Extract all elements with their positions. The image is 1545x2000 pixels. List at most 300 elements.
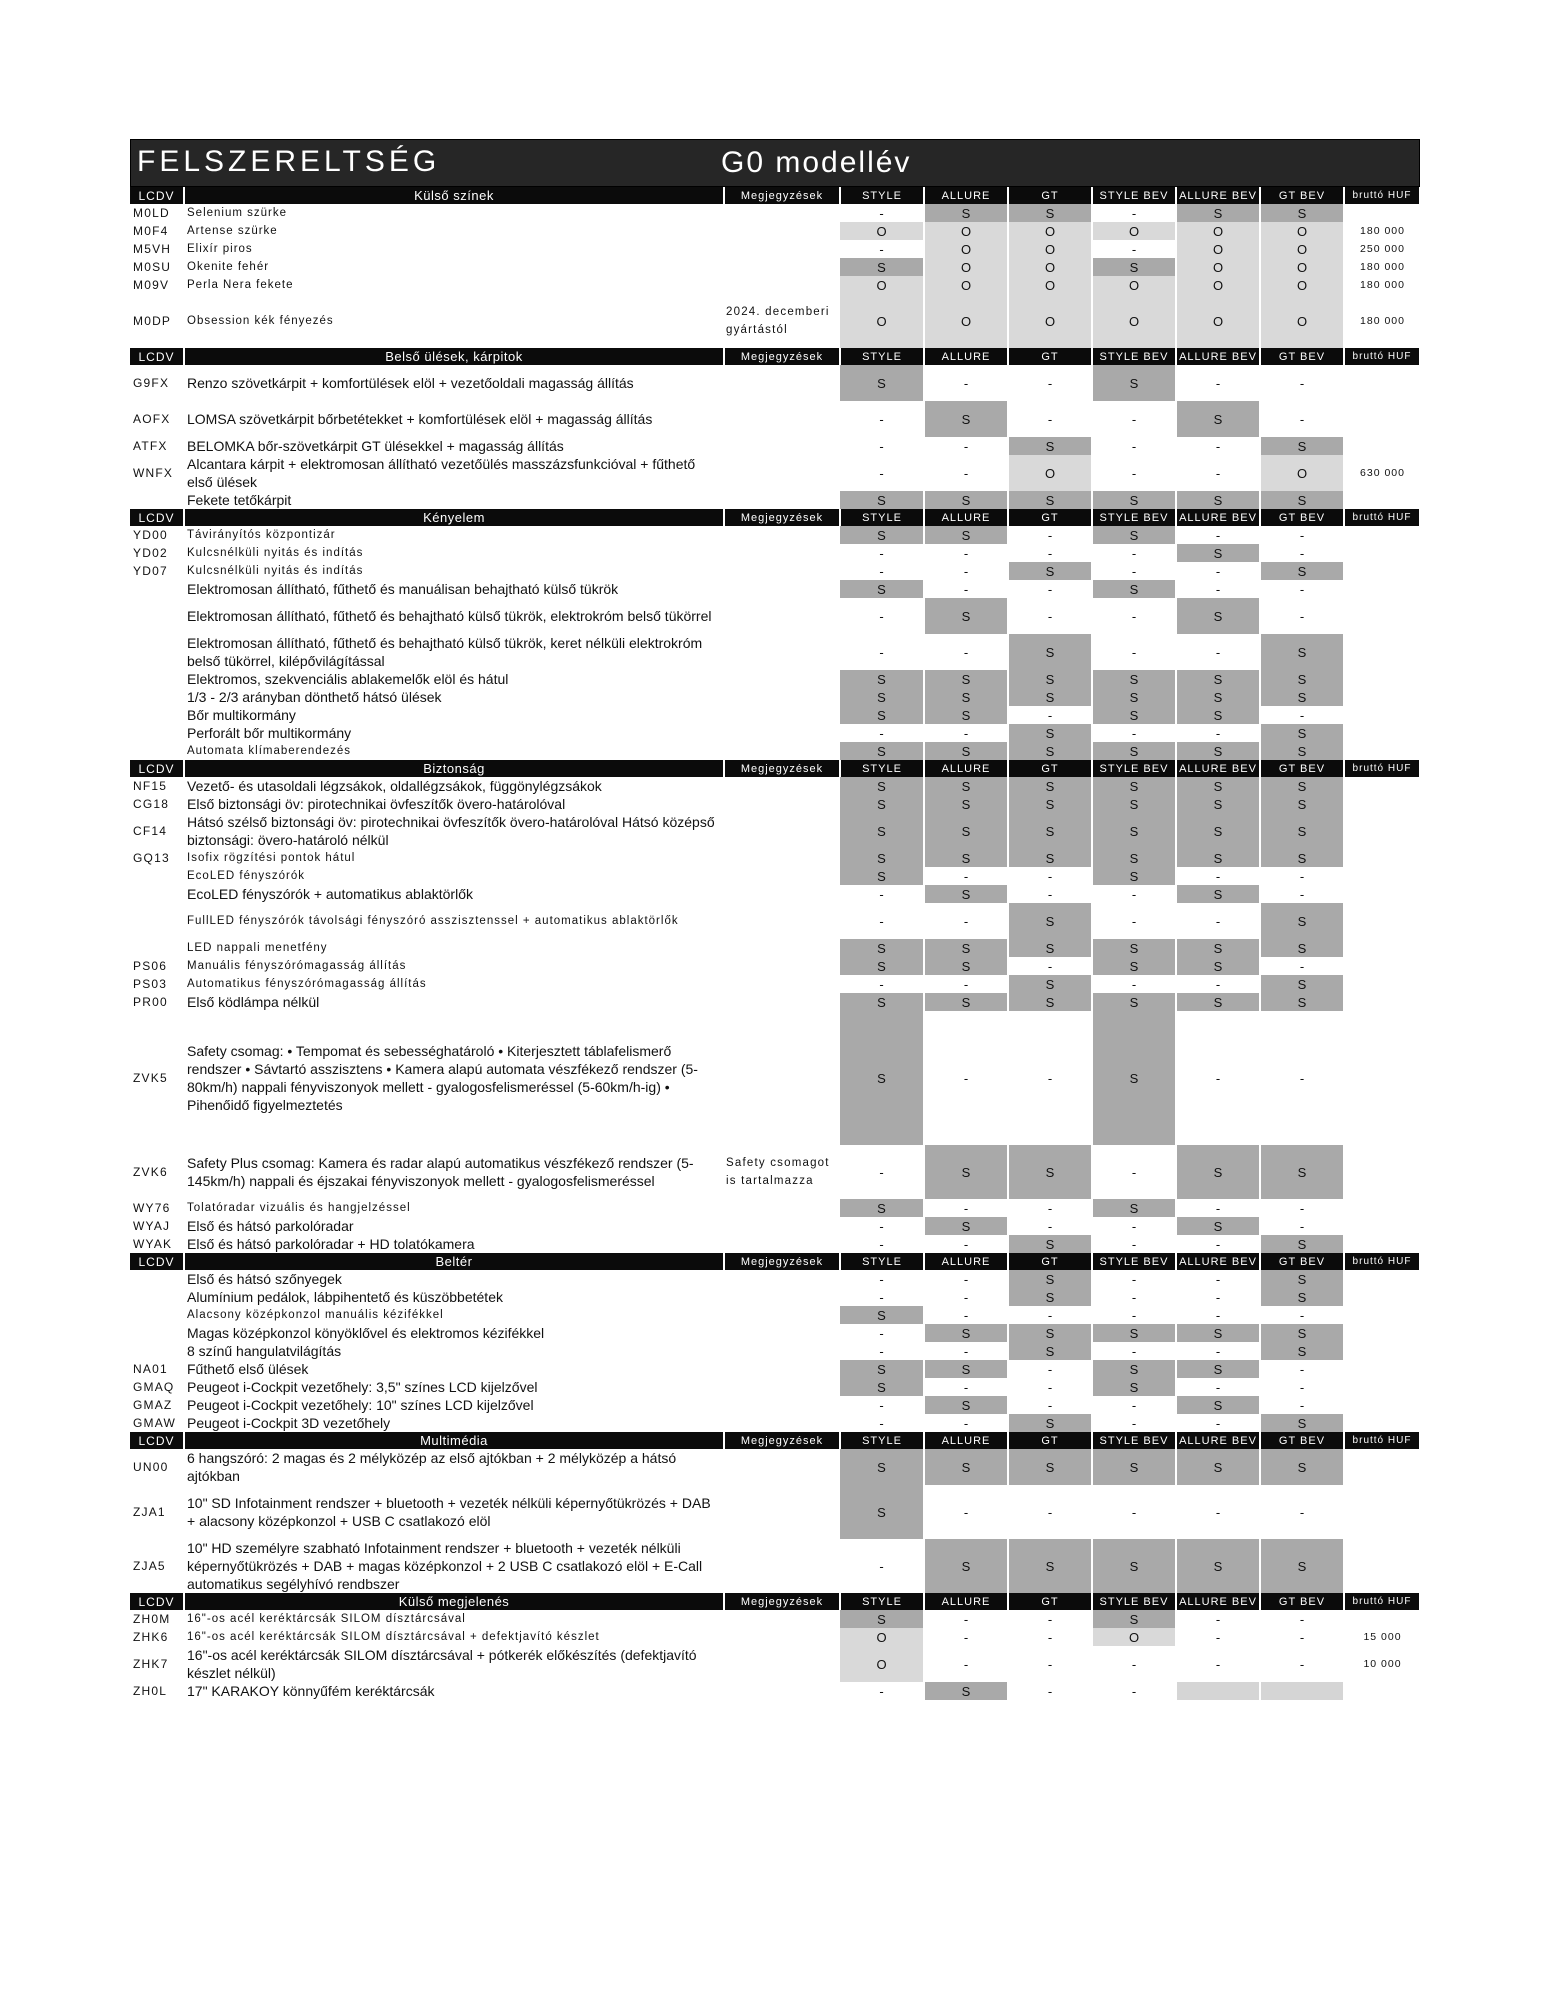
table-row	[130, 1217, 1420, 1235]
trim-cell: S	[1008, 849, 1092, 867]
equipment-description: 16"-os acél keréktárcsák SILOM dísztárcsával	[187, 1613, 466, 1625]
trim-header: STYLE BEV	[1092, 187, 1176, 204]
trim-cell: S	[1176, 939, 1260, 957]
trim-cell: S	[840, 849, 924, 867]
equipment-note	[724, 1610, 840, 1628]
trim-cell: S	[1092, 849, 1176, 867]
trim-cell: S	[924, 742, 1008, 760]
trim-cell: S	[1260, 204, 1344, 222]
price-cell	[1344, 795, 1420, 813]
trim-cell: -	[840, 1396, 924, 1414]
price-cell: 15 000	[1363, 1631, 1402, 1643]
trim-cell: S	[1176, 1324, 1260, 1342]
lcdv-code	[130, 491, 184, 509]
equipment-note	[724, 222, 840, 240]
trim-header: ALLURE BEV	[1176, 187, 1260, 204]
trim-cell: S	[1092, 993, 1176, 1011]
lcdv-code: WYAJ	[133, 1219, 171, 1233]
price-cell	[1344, 777, 1420, 795]
trim-header: ALLURE	[924, 348, 1008, 365]
trim-cell: -	[924, 1628, 1008, 1646]
trim-cell: S	[840, 1199, 924, 1217]
trim-header: STYLE	[840, 760, 924, 777]
equipment-description: Manuális fényszórómagasság állítás	[187, 960, 407, 972]
equipment-note	[724, 491, 840, 509]
equipment-note	[724, 1449, 840, 1485]
trim-cell: S	[1176, 849, 1260, 867]
trim-cell: S	[1092, 1378, 1176, 1396]
equipment-note	[724, 1378, 840, 1396]
equipment-note	[724, 598, 840, 634]
price-header: bruttó HUF	[1344, 1253, 1420, 1270]
trim-header: ALLURE BEV	[1176, 760, 1260, 777]
equipment-description: Elektromosan állítható, fűthető és manuálisan behajtható külső tükrök	[187, 581, 619, 597]
trim-cell: -	[1092, 1306, 1176, 1324]
trim-cell: -	[1176, 975, 1260, 993]
trim-cell: S	[1260, 993, 1344, 1011]
table-row	[130, 1306, 1420, 1324]
lcdv-header: LCDV	[130, 187, 184, 204]
trim-cell: -	[1092, 975, 1176, 993]
trim-cell: O	[1176, 222, 1260, 240]
trim-cell: -	[840, 1342, 924, 1360]
price-cell: 180 000	[1360, 261, 1405, 273]
price-cell	[1344, 813, 1420, 849]
trim-cell: S	[840, 1485, 924, 1539]
trim-cell: S	[1176, 993, 1260, 1011]
table-row	[130, 1414, 1420, 1432]
price-header: bruttó HUF	[1344, 1432, 1420, 1449]
equipment-note	[724, 975, 840, 993]
lcdv-code: WY76	[133, 1201, 171, 1215]
table-row	[130, 276, 1420, 294]
trim-cell: S	[840, 742, 924, 760]
equipment-note	[724, 455, 840, 491]
trim-cell: -	[1176, 1628, 1260, 1646]
section-title: Külső színek	[184, 187, 724, 204]
trim-cell: -	[924, 1414, 1008, 1432]
table-row	[130, 1011, 1420, 1145]
trim-cell: -	[1092, 1682, 1176, 1700]
price-cell	[1344, 939, 1420, 957]
price-cell	[1344, 1449, 1420, 1485]
lcdv-code	[130, 706, 184, 724]
trim-cell: O	[1260, 455, 1344, 491]
trim-header: GT	[1008, 1432, 1092, 1449]
equipment-note	[724, 1235, 840, 1253]
trim-cell: S	[1008, 1270, 1092, 1288]
price-cell	[1344, 1199, 1420, 1217]
trim-header: ALLURE	[924, 1593, 1008, 1610]
equipment-description: LOMSA szövetkárpit bőrbetétekket + komfortülések elöl + magasság állítás	[187, 411, 653, 427]
trim-cell: S	[1260, 1342, 1344, 1360]
section-title: Multimédia	[184, 1432, 724, 1449]
price-cell	[1344, 1217, 1420, 1235]
price-cell	[1344, 580, 1420, 598]
table-row	[130, 1610, 1420, 1628]
lcdv-code	[130, 634, 184, 670]
table-row	[130, 222, 1420, 240]
price-cell	[1344, 204, 1420, 222]
equipment-note	[724, 867, 840, 885]
trim-header: ALLURE	[924, 187, 1008, 204]
trim-cell: S	[840, 1610, 924, 1628]
equipment-description: Alcantara kárpit + elektromosan állítható vezetőülés masszázsfunkcióval + fűthető első ülések	[187, 456, 696, 490]
equipment-sheet	[130, 139, 1420, 1700]
equipment-note	[724, 401, 840, 437]
trim-cell: S	[1008, 437, 1092, 455]
lcdv-code	[130, 670, 184, 688]
lcdv-code: YD02	[133, 546, 168, 560]
trim-cell: -	[1008, 1306, 1092, 1324]
lcdv-code: PS06	[133, 959, 168, 973]
trim-cell: S	[1092, 688, 1176, 706]
table-row	[130, 204, 1420, 222]
table-row	[130, 401, 1420, 437]
equipment-note	[724, 688, 840, 706]
lcdv-code: WNFX	[133, 466, 174, 480]
trim-cell: -	[1092, 240, 1176, 258]
lcdv-code: ZVK5	[133, 1071, 168, 1085]
trim-cell: O	[1260, 222, 1344, 240]
equipment-note	[724, 634, 840, 670]
table-row	[130, 993, 1420, 1011]
equipment-description: Alumínium pedálok, lábpihentető és küszöbbetétek	[187, 1289, 503, 1305]
table-row	[130, 562, 1420, 580]
price-cell: 180 000	[1360, 279, 1405, 291]
trim-cell: S	[1092, 1360, 1176, 1378]
trim-cell: S	[1260, 813, 1344, 849]
trim-cell: -	[1092, 204, 1176, 222]
trim-cell: -	[840, 1324, 924, 1342]
lcdv-header: LCDV	[130, 1253, 184, 1270]
trim-cell: S	[1176, 1145, 1260, 1199]
trim-header: STYLE	[840, 1593, 924, 1610]
equipment-description: BELOMKA bőr-szövetkárpit GT ülésekkel + magasság állítás	[187, 438, 564, 454]
trim-cell: S	[840, 1306, 924, 1324]
table-row	[130, 688, 1420, 706]
table-row	[130, 1396, 1420, 1414]
table-row	[130, 1145, 1420, 1199]
trim-header: GT	[1008, 760, 1092, 777]
table-row	[130, 1270, 1420, 1288]
price-cell	[1344, 1306, 1420, 1324]
trim-cell: -	[924, 365, 1008, 401]
trim-cell: S	[924, 1396, 1008, 1414]
lcdv-code: M0LD	[133, 206, 170, 220]
table-row	[130, 1646, 1420, 1682]
trim-cell: -	[1260, 1378, 1344, 1396]
trim-header: STYLE BEV	[1092, 1593, 1176, 1610]
lcdv-code: ZJA1	[133, 1505, 166, 1519]
table-row	[130, 491, 1420, 509]
trim-cell: -	[1092, 634, 1176, 670]
table-row	[130, 813, 1420, 849]
trim-cell: O	[1008, 276, 1092, 294]
trim-cell: S	[1176, 1360, 1260, 1378]
trim-cell: O	[1008, 294, 1092, 348]
equipment-description: Elixír piros	[187, 243, 253, 255]
equipment-note	[724, 1360, 840, 1378]
trim-cell: -	[1176, 1306, 1260, 1324]
trim-cell: O	[1176, 294, 1260, 348]
price-cell	[1344, 993, 1420, 1011]
trim-cell: S	[924, 688, 1008, 706]
price-cell: 10 000	[1363, 1658, 1402, 1670]
trim-cell: O	[1176, 240, 1260, 258]
trim-header: ALLURE	[924, 760, 1008, 777]
trim-cell: -	[1008, 867, 1092, 885]
trim-cell: -	[1008, 1610, 1092, 1628]
lcdv-code	[130, 1324, 184, 1342]
trim-header: GT	[1008, 1253, 1092, 1270]
trim-cell: -	[924, 1011, 1008, 1145]
equipment-description: Perla Nera fekete	[187, 279, 294, 291]
lcdv-code	[130, 580, 184, 598]
trim-cell: -	[840, 885, 924, 903]
trim-cell: S	[1008, 975, 1092, 993]
trim-header: STYLE BEV	[1092, 760, 1176, 777]
trim-cell: -	[1260, 401, 1344, 437]
trim-cell: S	[840, 1378, 924, 1396]
trim-cell: -	[1260, 1485, 1344, 1539]
trim-cell: -	[924, 1199, 1008, 1217]
trim-cell: S	[1176, 544, 1260, 562]
trim-cell: -	[1176, 1288, 1260, 1306]
trim-header: GT BEV	[1260, 1432, 1344, 1449]
lcdv-code	[130, 903, 184, 939]
trim-cell: S	[1008, 1235, 1092, 1253]
price-cell	[1344, 401, 1420, 437]
price-cell	[1344, 491, 1420, 509]
trim-cell: S	[1092, 939, 1176, 957]
trim-cell: -	[840, 437, 924, 455]
price-cell	[1344, 634, 1420, 670]
lcdv-header: LCDV	[130, 1593, 184, 1610]
trim-header: STYLE	[840, 348, 924, 365]
price-cell	[1344, 562, 1420, 580]
trim-cell: S	[1008, 1539, 1092, 1593]
trim-header: GT BEV	[1260, 348, 1344, 365]
lcdv-code	[130, 1270, 184, 1288]
price-cell	[1344, 1145, 1420, 1199]
trim-cell: S	[1092, 580, 1176, 598]
lcdv-code: M0F4	[133, 224, 169, 238]
trim-cell: S	[1008, 724, 1092, 742]
trim-cell: O	[840, 1628, 924, 1646]
trim-cell: -	[1008, 1682, 1092, 1700]
price-cell	[1344, 885, 1420, 903]
trim-cell: -	[1008, 598, 1092, 634]
equipment-table	[130, 187, 1421, 1700]
price-cell	[1344, 1011, 1420, 1145]
trim-cell: S	[924, 1145, 1008, 1199]
lcdv-header: LCDV	[130, 760, 184, 777]
trim-cell: -	[1260, 1610, 1344, 1628]
trim-cell: -	[1260, 885, 1344, 903]
trim-cell: -	[924, 1288, 1008, 1306]
trim-cell: S	[840, 670, 924, 688]
lcdv-code: ZH0M	[133, 1612, 171, 1626]
trim-cell: -	[1176, 634, 1260, 670]
trim-header: ALLURE	[924, 1432, 1008, 1449]
trim-cell: S	[924, 813, 1008, 849]
trim-cell: -	[1260, 1199, 1344, 1217]
trim-cell: S	[1008, 742, 1092, 760]
trim-cell: S	[1008, 670, 1092, 688]
trim-cell: -	[1092, 1270, 1176, 1288]
equipment-note	[724, 903, 840, 939]
lcdv-code: ZJA5	[133, 1559, 166, 1573]
trim-header: GT	[1008, 187, 1092, 204]
notes-header: Megjegyzések	[724, 1593, 840, 1610]
lcdv-code: PR00	[133, 995, 168, 1009]
equipment-description: LED nappali menetfény	[187, 942, 328, 954]
lcdv-code: CG18	[133, 797, 170, 811]
equipment-description: Vezető- és utasoldali légzsákok, oldallégzsákok, függönylégzsákok	[187, 778, 602, 794]
lcdv-code: GQ13	[133, 851, 170, 865]
trim-header: STYLE	[840, 1253, 924, 1270]
section-title: Biztonság	[184, 760, 724, 777]
trim-cell: S	[1260, 1288, 1344, 1306]
equipment-note	[724, 1324, 840, 1342]
trim-cell: S	[924, 849, 1008, 867]
trim-cell: S	[1260, 1414, 1344, 1432]
lcdv-header: LCDV	[130, 348, 184, 365]
lcdv-code: ZH0L	[133, 1684, 168, 1698]
trim-cell: S	[840, 867, 924, 885]
trim-cell: S	[924, 795, 1008, 813]
trim-cell: S	[924, 670, 1008, 688]
lcdv-code: G9FX	[133, 376, 170, 390]
trim-cell: -	[1092, 1485, 1176, 1539]
trim-header: STYLE BEV	[1092, 1253, 1176, 1270]
trim-cell: S	[1008, 1145, 1092, 1199]
table-row	[130, 724, 1420, 742]
table-row	[130, 437, 1420, 455]
equipment-note	[724, 885, 840, 903]
trim-cell: S	[1260, 777, 1344, 795]
trim-cell: S	[1176, 813, 1260, 849]
lcdv-code: NA01	[133, 1362, 168, 1376]
trim-cell: S	[924, 1682, 1008, 1700]
trim-cell: -	[1092, 1646, 1176, 1682]
trim-cell: S	[1176, 491, 1260, 509]
equipment-description: Első és hátsó szőnyegek	[187, 1271, 342, 1287]
trim-cell: S	[1092, 1199, 1176, 1217]
trim-cell: S	[840, 1011, 924, 1145]
trim-cell: S	[1260, 1324, 1344, 1342]
trim-cell: -	[1008, 706, 1092, 724]
price-cell	[1344, 688, 1420, 706]
trim-cell: S	[1176, 1396, 1260, 1414]
price-cell: 180 000	[1360, 225, 1405, 237]
lcdv-code	[130, 742, 184, 760]
table-row	[130, 1682, 1420, 1700]
trim-cell: S	[840, 365, 924, 401]
trim-cell: S	[1260, 670, 1344, 688]
lcdv-code: CF14	[133, 824, 168, 838]
trim-cell: -	[1260, 365, 1344, 401]
trim-cell: S	[1176, 795, 1260, 813]
equipment-note	[724, 813, 840, 849]
trim-cell: -	[1092, 1414, 1176, 1432]
trim-cell: -	[840, 204, 924, 222]
equipment-description: Magas középkonzol könyöklővel és elektromos kézifékkel	[187, 1325, 545, 1341]
table-row	[130, 742, 1420, 760]
lcdv-code: GMAZ	[133, 1398, 173, 1412]
trim-cell: -	[924, 1235, 1008, 1253]
section-header	[130, 1432, 1420, 1449]
trim-cell: -	[1008, 957, 1092, 975]
trim-cell: -	[1176, 526, 1260, 544]
trim-cell: -	[1092, 724, 1176, 742]
trim-cell: S	[840, 1449, 924, 1485]
price-cell	[1344, 903, 1420, 939]
equipment-description: Peugeot i-Cockpit vezetőhely: 3,5" színes LCD kijelzővel	[187, 1379, 538, 1395]
trim-cell: S	[924, 957, 1008, 975]
trim-cell: -	[924, 724, 1008, 742]
equipment-description: Hátsó szélső biztonsági öv: pirotechnikai övfeszítők övero-határolóval Hátsó középső biztonsági: övero-határoló nélkül	[187, 814, 715, 848]
trim-cell: O	[1008, 455, 1092, 491]
trim-cell: -	[1008, 1396, 1092, 1414]
trim-cell: -	[924, 1342, 1008, 1360]
equipment-description: 17" KARAKOY könnyűfém keréktárcsák	[187, 1683, 435, 1699]
lcdv-code: AOFX	[133, 412, 171, 426]
trim-cell: S	[1092, 813, 1176, 849]
trim-cell: S	[1260, 849, 1344, 867]
equipment-description: EcoLED fényszórók + automatikus ablaktörlők	[187, 886, 473, 902]
trim-cell: -	[840, 240, 924, 258]
price-cell	[1344, 724, 1420, 742]
trim-cell: S	[1008, 795, 1092, 813]
trim-cell: -	[840, 401, 924, 437]
lcdv-code: ATFX	[133, 439, 168, 453]
trim-cell: -	[1008, 1360, 1092, 1378]
equipment-description: Perforált bőr multikormány	[187, 725, 352, 741]
trim-cell: S	[1092, 777, 1176, 795]
equipment-note	[724, 1414, 840, 1432]
trim-cell: -	[1176, 1199, 1260, 1217]
trim-cell: O	[1008, 222, 1092, 240]
trim-cell: S	[924, 526, 1008, 544]
trim-cell: -	[1008, 885, 1092, 903]
equipment-description: Bőr multikormány	[187, 707, 296, 723]
trim-cell: S	[1008, 1288, 1092, 1306]
table-row	[130, 1235, 1420, 1253]
trim-header: GT BEV	[1260, 187, 1344, 204]
table-row	[130, 1288, 1420, 1306]
lcdv-code	[130, 1342, 184, 1360]
trim-header: STYLE	[840, 509, 924, 526]
trim-cell: S	[1008, 634, 1092, 670]
price-cell	[1344, 1342, 1420, 1360]
trim-cell: S	[924, 1217, 1008, 1235]
price-cell	[1344, 1378, 1420, 1396]
equipment-description: 10" HD személyre szabható Infotainment rendszer + bluetooth + vezeték nélküli képernyőtükrözés + DAB + magas középkonzol + 2 USB C csatlakozó elöl + E-Call automatikus segélyhívó rendbszer	[187, 1540, 703, 1592]
equipment-note	[724, 849, 840, 867]
price-cell	[1344, 1539, 1420, 1593]
trim-cell: -	[1176, 1270, 1260, 1288]
price-cell	[1344, 1324, 1420, 1342]
equipment-description: Fűthető első ülések	[187, 1361, 309, 1377]
trim-cell: O	[1176, 258, 1260, 276]
trim-cell: -	[1092, 1342, 1176, 1360]
trim-cell: O	[1092, 276, 1176, 294]
price-header: bruttó HUF	[1344, 187, 1420, 204]
trim-cell: S	[1092, 867, 1176, 885]
trim-cell: -	[1092, 455, 1176, 491]
